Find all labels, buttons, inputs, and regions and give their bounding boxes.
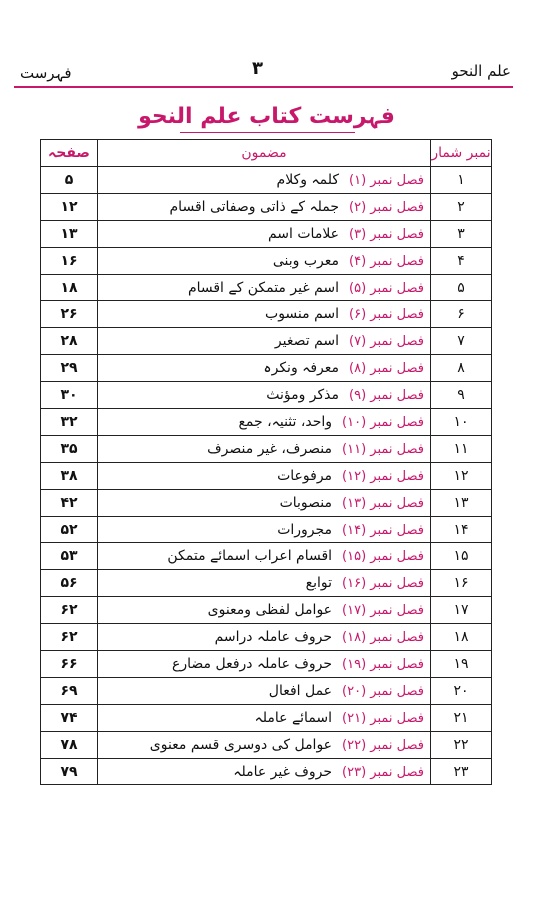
topic-title: کلمہ وکلام xyxy=(276,171,340,188)
page-cell: ۵۳ xyxy=(41,543,98,570)
page-cell: ۵۶ xyxy=(41,570,98,597)
page-cell: ۱۶ xyxy=(41,247,98,274)
table-row xyxy=(41,193,492,220)
topic-title: اسم منسوب xyxy=(265,306,340,323)
serial-number-cell: ۱ xyxy=(431,167,492,194)
topic-title: عمل افعال xyxy=(268,682,333,699)
table-row xyxy=(41,489,492,516)
page-cell: ۱۲ xyxy=(41,193,98,220)
section-label: فصل نمبر (۱۲) xyxy=(342,468,424,484)
title-underline xyxy=(180,132,355,133)
page-cell: ۳۵ xyxy=(41,435,98,462)
column-header-page: صفحہ xyxy=(41,140,98,167)
serial-number-cell: ۹ xyxy=(431,382,492,409)
page-cell: ۶۹ xyxy=(41,677,98,704)
topic-cell xyxy=(98,489,431,516)
table-row xyxy=(41,167,492,194)
page-cell: ۷۹ xyxy=(41,758,98,785)
serial-number-cell: ۱۱ xyxy=(431,435,492,462)
section-label: فصل نمبر (۲۲) xyxy=(342,737,424,753)
topic-cell xyxy=(98,597,431,624)
table-header-row xyxy=(41,140,492,167)
column-header-topic: مضمون xyxy=(98,140,431,167)
page-cell: ۶۲ xyxy=(41,624,98,651)
table-row xyxy=(41,328,492,355)
page-cell: ۳۸ xyxy=(41,462,98,489)
page-cell: ۵ xyxy=(41,167,98,194)
topic-cell xyxy=(98,677,431,704)
serial-number-cell: ۲۲ xyxy=(431,731,492,758)
section-label: فصل نمبر (۸) xyxy=(349,361,424,377)
section-label: فصل نمبر (۶) xyxy=(349,307,424,323)
serial-number-cell: ۱۷ xyxy=(431,597,492,624)
topic-title: اسمائے عاملہ xyxy=(254,709,333,726)
section-label: فصل نمبر (۳) xyxy=(349,226,424,242)
serial-number-cell: ۲۳ xyxy=(431,758,492,785)
table-row xyxy=(41,597,492,624)
page-cell: ۲۸ xyxy=(41,328,98,355)
table-row xyxy=(41,731,492,758)
contents-table xyxy=(40,139,492,785)
topic-cell xyxy=(98,409,431,436)
topic-cell xyxy=(98,301,431,328)
topic-cell xyxy=(98,516,431,543)
topic-cell xyxy=(98,167,431,194)
serial-number-cell: ۷ xyxy=(431,328,492,355)
section-label: فصل نمبر (۱۰) xyxy=(342,414,424,430)
table-row xyxy=(41,247,492,274)
table-row xyxy=(41,462,492,489)
serial-number-cell: ۲۱ xyxy=(431,704,492,731)
serial-number-cell: ۱۳ xyxy=(431,489,492,516)
page-cell: ۱۳ xyxy=(41,220,98,247)
section-label: فصل نمبر (۱۵) xyxy=(342,549,424,565)
topic-cell xyxy=(98,435,431,462)
serial-number-cell: ۵ xyxy=(431,274,492,301)
topic-cell xyxy=(98,220,431,247)
topic-title: مرفوعات xyxy=(277,467,333,484)
topic-title: حروف عاملہ دراسم xyxy=(214,629,333,646)
column-header-number: نمبر شمار xyxy=(431,140,492,167)
running-head xyxy=(14,58,515,84)
table-row xyxy=(41,651,492,678)
topic-title: مذکر ومؤنث xyxy=(266,387,340,404)
topic-cell xyxy=(98,704,431,731)
section-label: فصل نمبر (۲۱) xyxy=(342,710,424,726)
topic-title: توابع xyxy=(305,575,333,592)
serial-number-cell: ۴ xyxy=(431,247,492,274)
topic-title: حروف عاملہ درفعل مضارع xyxy=(172,655,333,672)
table-row xyxy=(41,624,492,651)
page-cell: ۱۸ xyxy=(41,274,98,301)
topic-title: منصرف، غیر منصرف xyxy=(207,440,333,457)
page-cell: ۲۹ xyxy=(41,355,98,382)
section-label: فصل نمبر (۲۳) xyxy=(342,764,424,780)
table-row xyxy=(41,301,492,328)
header-rule xyxy=(14,86,513,88)
topic-cell xyxy=(98,274,431,301)
topic-cell xyxy=(98,731,431,758)
section-label: فصل نمبر (۱۹) xyxy=(342,656,424,672)
section-label: فصل نمبر (۴) xyxy=(349,253,424,269)
serial-number-cell: ۲۰ xyxy=(431,677,492,704)
table-body xyxy=(41,167,492,785)
serial-number-cell: ۳ xyxy=(431,220,492,247)
serial-number-cell: ۱۴ xyxy=(431,516,492,543)
topic-title: اقسام اعراب اسمائے متمکن xyxy=(167,548,333,565)
table-row xyxy=(41,274,492,301)
section-label: فصل نمبر (۲) xyxy=(349,199,424,215)
section-label: فصل نمبر (۵) xyxy=(349,280,424,296)
topic-cell xyxy=(98,462,431,489)
page-cell: ۳۲ xyxy=(41,409,98,436)
topic-title: معرب وبنی xyxy=(272,252,340,269)
section-label: فصل نمبر (۱) xyxy=(349,172,424,188)
topic-title: واحد، تثنیہ، جمع xyxy=(238,413,333,430)
section-label: فصل نمبر (۱۷) xyxy=(342,603,424,619)
table-row xyxy=(41,355,492,382)
section-label: فصل نمبر (۱۳) xyxy=(342,495,424,511)
table-row xyxy=(41,704,492,731)
serial-number-cell: ۱۸ xyxy=(431,624,492,651)
table-row xyxy=(41,382,492,409)
table-row xyxy=(41,543,492,570)
topic-cell xyxy=(98,651,431,678)
table-row xyxy=(41,409,492,436)
topic-title: علامات اسم xyxy=(267,225,340,242)
topic-cell xyxy=(98,543,431,570)
serial-number-cell: ۱۲ xyxy=(431,462,492,489)
serial-number-cell: ۱۵ xyxy=(431,543,492,570)
section-label: فصل نمبر (۱۸) xyxy=(342,630,424,646)
topic-title: عوامل لفظی ومعنوی xyxy=(207,602,333,619)
page-cell: ۷۴ xyxy=(41,704,98,731)
page-title: فہرست کتاب علم النحو xyxy=(138,104,395,129)
topic-cell xyxy=(98,247,431,274)
page-cell: ۲۶ xyxy=(41,301,98,328)
table-row xyxy=(41,570,492,597)
topic-title: مجرورات xyxy=(277,521,333,538)
topic-title: منصوبات xyxy=(279,494,333,511)
section-label: فصل نمبر (۱۴) xyxy=(342,522,424,538)
serial-number-cell: ۱۹ xyxy=(431,651,492,678)
page-number: ۳ xyxy=(252,58,263,79)
topic-title: جملہ کے ذاتی وصفاتی اقسام xyxy=(169,198,340,215)
topic-cell xyxy=(98,382,431,409)
topic-title: اسم تصغیر xyxy=(274,333,340,350)
topic-cell xyxy=(98,570,431,597)
topic-cell xyxy=(98,758,431,785)
topic-title: حروف غیر عاملہ xyxy=(233,763,333,780)
serial-number-cell: ۲ xyxy=(431,193,492,220)
section-label: فصل نمبر (۱۱) xyxy=(342,441,424,457)
table-row xyxy=(41,758,492,785)
page-cell: ۶۲ xyxy=(41,597,98,624)
page-cell: ۴۲ xyxy=(41,489,98,516)
serial-number-cell: ۱۰ xyxy=(431,409,492,436)
table-row xyxy=(41,516,492,543)
table-row xyxy=(41,435,492,462)
topic-cell xyxy=(98,328,431,355)
topic-cell xyxy=(98,193,431,220)
topic-title: عوامل کی دوسری قسم معنوی xyxy=(149,736,333,753)
page-cell: ۷۸ xyxy=(41,731,98,758)
header-right-label: علم النحو xyxy=(451,62,511,80)
section-label: فصل نمبر (۱۶) xyxy=(342,576,424,592)
header-left-label: فہرست xyxy=(20,64,72,82)
table-row xyxy=(41,220,492,247)
page-cell: ۵۲ xyxy=(41,516,98,543)
serial-number-cell: ۸ xyxy=(431,355,492,382)
topic-cell xyxy=(98,355,431,382)
section-label: فصل نمبر (۲۰) xyxy=(342,683,424,699)
page-cell: ۶۶ xyxy=(41,651,98,678)
serial-number-cell: ۱۶ xyxy=(431,570,492,597)
table-row xyxy=(41,677,492,704)
section-label: فصل نمبر (۹) xyxy=(349,388,424,404)
page-cell: ۳۰ xyxy=(41,382,98,409)
topic-title: معرفہ ونکرہ xyxy=(263,360,340,377)
topic-cell xyxy=(98,624,431,651)
serial-number-cell: ۶ xyxy=(431,301,492,328)
topic-title: اسم غیر متمکن کے اقسام xyxy=(187,279,340,296)
section-label: فصل نمبر (۷) xyxy=(349,334,424,350)
